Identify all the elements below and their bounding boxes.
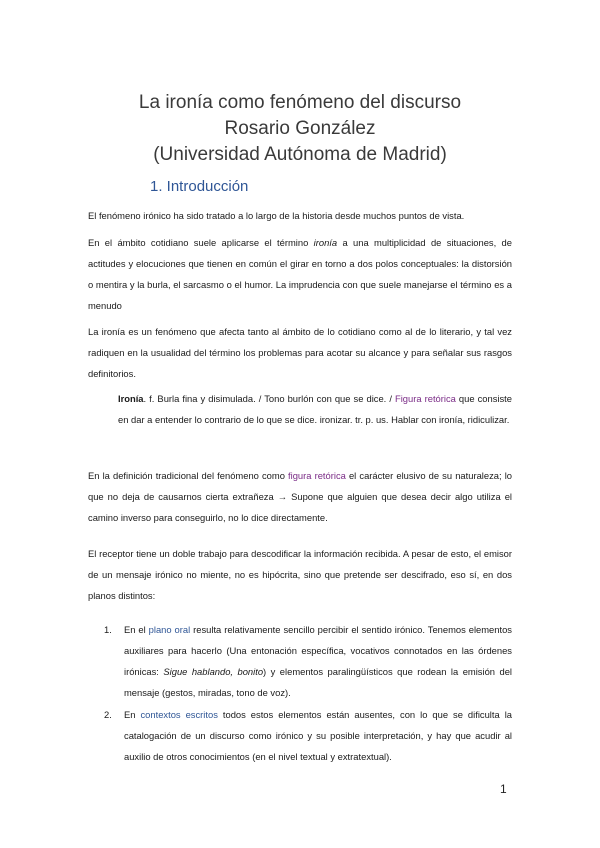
definition-quote (118, 388, 512, 430)
page-number: 1 (500, 782, 507, 796)
quote-link-figura-retorica[interactable]: Figura retórica (394, 393, 456, 404)
list-item-number: 2. (104, 709, 112, 720)
paragraph-2-emphasis: ironía (313, 237, 338, 248)
list-item-1-text-c: ) y elementos paralingüísticos que rodean la emisión del mensaje (gestos, miradas, tono de voz). (124, 666, 512, 698)
paragraph-2 (88, 232, 512, 316)
quote-term: Ironía (118, 393, 144, 404)
numbered-list (88, 619, 512, 768)
document-title: La ironía como fenómeno del discurso (138, 92, 462, 113)
paragraph-5 (88, 543, 512, 606)
quote-text-a: . f. Burla fina y disimulada. / Tono burlón con que se dice. / (143, 393, 395, 404)
quote-text-b: que consiste en dar a entender lo contrario de lo que se dice. ironizar. tr. p. us. Hablar con ironía, ridiculizar. (118, 393, 512, 425)
list-item (88, 704, 512, 767)
paragraph-1 (88, 205, 512, 226)
list-item-2-text-a: En (124, 709, 141, 720)
paragraph-4 (88, 465, 512, 528)
title-block (60, 90, 540, 168)
paragraph-1-text: El fenómeno irónico ha sido tratado a lo largo de la historia desde muchos puntos de vista. (88, 210, 465, 221)
list-item-1-link-plano-oral[interactable]: plano oral (148, 624, 191, 635)
paragraph-3 (88, 321, 512, 384)
author-affiliation: (Universidad Autónoma de Madrid) (153, 144, 447, 165)
list-item-1-text-b: resulta relativamente sencillo percibir el sentido irónico. Tenemos elementos auxiliares para hacerlo (Una entonación específica, vocativos connotados en las órdenes irónicas: (124, 624, 512, 677)
paragraph-3-text: La ironía es un fenómeno que afecta tanto al ámbito de lo cotidiano como al de lo literario, y tal vez radiquen en la usualidad del término los problemas para acotar su alcance y para señalar sus rasgos definitorios. (88, 326, 512, 379)
list-item-1-text-a: En el (124, 624, 149, 635)
list-item-1-emphasis: Sigue hablando, bonito (163, 666, 264, 677)
list-item-2-text-b: todos estos elementos están ausentes, con lo que se dificulta la catalogación de un discurso como irónico y su posible interpretación, y hay que acudir al auxilio de otros conocimientos (en el nivel textual y extratextual). (124, 709, 512, 762)
list-item-number: 1. (104, 624, 112, 635)
paragraph-4-link-figura-retorica[interactable]: figura retórica (288, 470, 346, 481)
paragraph-5-text: El receptor tiene un doble trabajo para descodificar la información recibida. A pesar de esto, el emisor de un mensaje irónico no miente, no es hipócrita, sino que pretende ser descifrado, eso sí, en dos planos distintos: (88, 548, 512, 601)
section-heading: 1. Introducción (150, 178, 249, 195)
list-item (88, 619, 512, 703)
paragraph-4-text-a: En la definición tradicional del fenómeno como (88, 470, 289, 481)
paragraph-2-text-b: a una multiplicidad de situaciones, de actitudes y elocuciones que tienen en común el girar en torno a dos polos conceptuales: la distorsión o mentira y la burla, el sarcasmo o el humor. La imprudencia con que suele manejarse el término es a menudo (88, 237, 512, 311)
paragraph-4-text-b: el carácter elusivo de su naturaleza; lo que no deja de causarnos cierta extrañeza → Supone que alguien que desea decir algo utiliza el camino inverso para conseguirlo, no lo dice directamente. (88, 470, 512, 523)
list-item-2-link-contextos-escritos[interactable]: contextos escritos (140, 709, 218, 720)
paragraph-2-text-a: En el ámbito cotidiano suele aplicarse el término (88, 237, 314, 248)
author-name: Rosario González (224, 118, 376, 139)
